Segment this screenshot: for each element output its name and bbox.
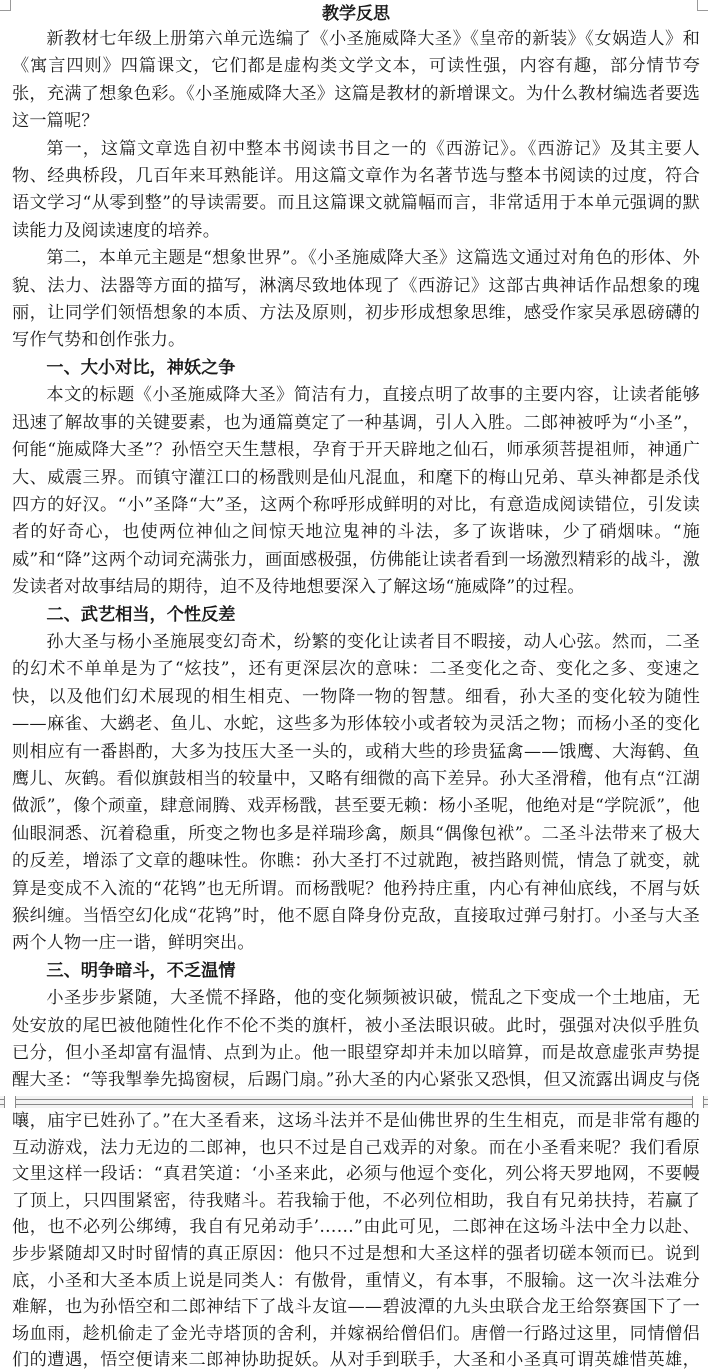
second-reason-paragraph: 第二，本单元主题是“想象世界”。《小圣施威降大圣》这篇选文通过对角色的形体、外貌、法力、法器等方面的描写，淋漓尽致地体现了《西游记》这部古典神话作品想象的瑰丽，让同学们领悟想象的本质、方法及原则，初步形成想象思维，感受作家吴承恩磅礴的写作气势和创作张力。 — [12, 248, 700, 351]
page-one-content — [0, 2, 708, 1096]
intro-paragraph: 新教材七年级上册第六单元选编了《小圣施威降大圣》《皇帝的新装》《女娲造人》和《寓言四则》四篇课文，它们都是虚构类文学文本，可读性强，内容有趣，部分情节夸张，充满了想象色彩。《小圣施威降大圣》这篇是教材的新增课文。为什么教材编选者要选这一篇呢？ — [12, 29, 700, 132]
section-heading-1: 一、大小对比，神妖之争 — [46, 357, 236, 378]
document-title: 教学反思 — [322, 4, 390, 24]
separator-line-top — [0, 1099, 708, 1100]
separator-handle-left — [4, 1096, 16, 1108]
separator-line-bottom — [0, 1104, 708, 1105]
section-heading-3: 三、明争暗斗，不乏温情 — [46, 960, 236, 981]
page-two-content — [0, 1108, 708, 1372]
first-reason-paragraph: 第一，这篇文章选自初中整本书阅读书目之一的《西游记》。《西游记》及其主要人物、经典桥段，几百年来耳熟能详。用这篇文章作为名著节选与整本书阅读的过度，符合语文学习“从零到整”的导读需要。而且这篇课文就篇幅而言，非常适用于本单元强调的默读能力及阅读速度的培养。 — [12, 138, 700, 241]
page-two — [0, 1108, 708, 1372]
section-2-paragraph: 孙大圣与杨小圣施展变幻奇术，纷繁的变化让读者目不暇接，动人心弦。然而，二圣的幻术不单单是为了“炫技”，还有更深层次的意味：二圣变化之奇、变化之多、变速之快，以及他们幻术展现的相生相克、一物降一物的智慧。细看，孙大圣的变化较为随性——麻雀、大鹚老、鱼儿、水蛇，这些多为形体较小或者较为灵活之物；而杨小圣的变化则相应有一番斟酌，大多为技压大圣一头的，或稍大些的珍贵猛禽——饿鹰、大海鹤、鱼鹰儿、灰鹤。看似旗鼓相当的较量中，又略有细微的高下差异。孙大圣滑稽，他有点“江湖做派”，像个顽童，肆意闹腾、戏弄杨戬，甚至要无赖：杨小圣呢，他绝对是“学院派”，他仙眼洞悉、沉着稳重，所变之物也多是祥瑞珍禽，颇具“偶像包袱”。二圣斗法带来了极大的反差，增添了文章的趣味性。你瞧：孙大圣打不过就跑，被挡路则慌，情急了就变，就算是变成不入流的“花鸨”也无所谓。而杨戬呢？他矜持庄重，内心有神仙底线，不屑与妖猴纠缠。当悟空幻化成“花鸨”时，他不愿自降身份克敌，直接取过弹弓射打。小圣与大圣两个人物一庄一谐，鲜明突出。 — [12, 631, 700, 954]
section-heading-2: 二、武艺相当，个性反差 — [46, 604, 236, 625]
section-1-paragraph: 本文的标题《小圣施威降大圣》简洁有力，直接点明了故事的主要内容，让读者能够迅速了解故事的关键要素，也为通篇奠定了一种基调，引人入胜。二郎神被呼为“小圣”，何能“施威降大圣”？孙悟空天生慧根，孕育于开天辟地之仙石，师承须菩提祖师，神通广大、威震三界。而镇守灌江口的杨戬则是仙凡混血，和麾下的梅山兄弟、草头神都是杀伐四方的好汉。“小”圣降“大”圣，这两个称呼形成鲜明的对比，有意造成阅读错位，引发读者的好奇心，也使两位神仙之间惊天地泣鬼神的斗法，多了诙谐味，少了硝烟味。“施威”和“降”这两个动词充满张力，画面感极强，仿佛能让读者看到一场激烈精彩的战斗，激发读者对故事结局的期待，迫不及待地想要深入了解这场“施威降”的过程。 — [12, 385, 700, 598]
section-3-paragraph: 小圣步步紧随，大圣慌不择路，他的变化频频被识破，慌乱之下变成一个土地庙，无处安放的尾巴被他随性化作不伦不类的旗杆，被小圣法眼识破。此时，强强对决似乎胜负已分，但小圣却富有温情、点到为止。他一眼望穿却并未加以暗算，而是故意虚张声势提醒大圣：“等我掣拳先捣窗棂，后踢门扇。”孙大圣的内心紧张又恐惧，但又流露出调皮与侥 — [12, 988, 700, 1091]
page-break-separator — [0, 1096, 708, 1108]
separator-handle-right — [692, 1096, 704, 1108]
page-two-paragraph: 嚷，庙宇已姓孙了。”在大圣看来，这场斗法并不是仙佛世界的生生相克，而是非常有趣的互动游戏，法力无边的二郎神，也只不过是自己戏弄的对象。而在小圣看来呢？我们看原文里这样一段话：“真君笑道：‘小圣来此，必须与他逗个变化，列公将天罗地网，不要幔了顶上，只四围紧密，待我赌斗。若我输于他，不必列位相助，我自有兄弟扶持，若赢了他，也不必列公绑缚，我自有兄弟动手’……”由此可见，二郎神在这场斗法中全力以赴、步步紧随却又时时留情的真正原因：他只不过是想和大圣这样的强者切磋本领而已。说到底，小圣和大圣本质上说是同类人：有傲骨，重情义，有本事，不服输。这一次斗法难分难解，也为孙悟空和二郎神结下了战斗友谊——碧波潭的九头虫联合龙王给祭赛国下了一场血雨，趁机偷走了金光寺塔顶的舍利，并嫁祸给僧侣们。唐僧一行路过这里，同情僧侣们的遭遇，悟空便请来二郎神协助捉妖。从对手到联手，大圣和小圣真可谓英雄惜英雄， — [12, 1111, 700, 1371]
